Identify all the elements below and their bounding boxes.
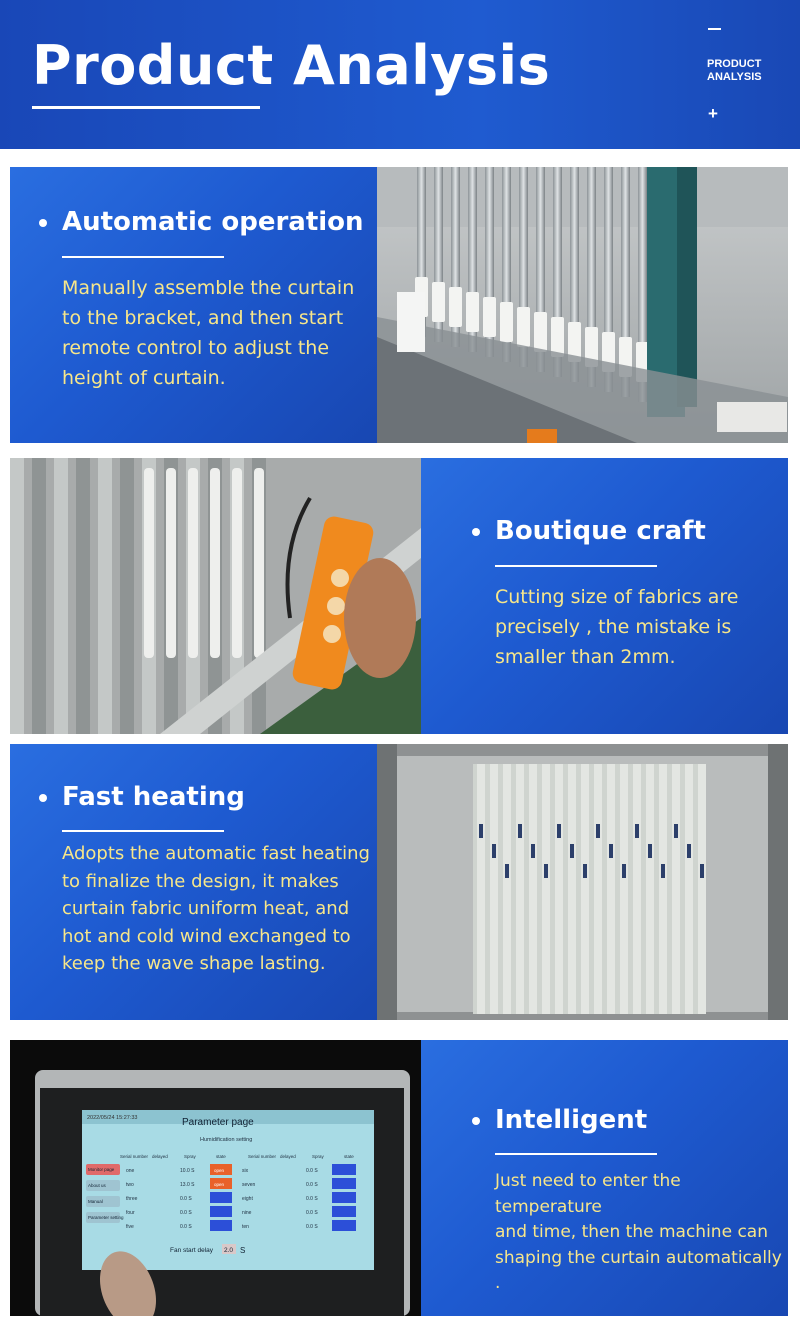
heading-underline [62,256,224,258]
page-header [0,0,800,149]
screen-row-label: seven [242,1182,256,1188]
screen-column-header: delayed [280,1154,296,1159]
heading-underline [62,830,224,832]
screen-spray-value: 0.0 S [306,1210,318,1216]
screen-row-label: five [126,1224,134,1230]
screen-row-label: two [126,1182,134,1188]
fan-delay-unit: S [240,1246,246,1255]
bullet-icon [39,794,47,802]
minus-icon [708,28,721,30]
text-panel [421,1040,788,1316]
screen-menu-item: Manual [88,1199,103,1204]
text-panel [421,458,788,734]
screen-spray-value: 10.0 S [180,1168,195,1174]
bullet-icon [39,219,47,227]
heading-underline [495,565,657,567]
feature-section-automatic [10,167,788,443]
bullet-icon [472,1117,480,1125]
text-panel [10,167,377,443]
curtain-rack-photo [377,167,788,443]
side-label [707,58,762,84]
feature-heading: Fast heating [62,782,245,812]
bullet-icon [472,528,480,536]
feature-description: Just need to enter the temperature and time, then the machine can shaping the curtain automatically . [495,1171,782,1293]
screen-title: Parameter page [182,1117,254,1128]
screen-spray-value: 13.0 S [180,1182,195,1188]
screen-menu-item: Monitor page [88,1167,115,1172]
feature-section-heating [10,744,788,1020]
screen-column-header: delayed [152,1154,168,1159]
screen-state-open: open [214,1168,225,1173]
feature-description: Cutting size of fabrics are precisely , the mistake is smaller than 2mm. [495,586,739,668]
feature-description: Manually assemble the curtain to the bracket, and then start remote control to adjust the height of curtain. [62,277,355,389]
screen-column-header: Spray [184,1154,196,1159]
feature-heading: Boutique craft [495,516,706,546]
screen-spray-value: 0.0 S [306,1182,318,1188]
feature-heading: Automatic operation [62,207,364,237]
heading-underline [495,1153,657,1155]
plus-icon: + [708,104,718,123]
screen-menu-item: Parameter setting [88,1215,124,1220]
screen-row-label: four [126,1210,135,1216]
screen-row-label: ten [242,1224,249,1230]
screen-spray-value: 0.0 S [306,1224,318,1230]
screen-row-label: three [126,1196,138,1202]
screen-spray-value: 0.0 S [180,1224,192,1230]
screen-section-label: Humidification setting [200,1137,253,1143]
screen-row-label: eight [242,1196,253,1202]
side-label-line2: ANALYSIS [707,71,762,83]
screen-spray-value: 0.0 S [180,1210,192,1216]
screen-row-label: nine [242,1210,252,1216]
screen-timestamp: 2022/05/24 15:27:33 [87,1115,138,1121]
remote-control-photo [10,458,421,734]
fan-delay-value: 2.0 [224,1247,234,1254]
screen-column-header: state [216,1154,226,1159]
feature-heading: Intelligent [495,1105,648,1135]
feature-section-boutique [10,458,788,734]
screen-column-header: Serial number [120,1154,149,1159]
screen-column-header: Spray [312,1154,324,1159]
screen-spray-value: 0.0 S [306,1196,318,1202]
page-title: Product Analysis [32,34,551,97]
title-underline [32,106,260,109]
screen-menu-item: About us [88,1183,106,1188]
screen-column-header: Serial number [248,1154,277,1159]
screen-spray-value: 0.0 S [306,1168,318,1174]
screen-row-label: one [126,1168,135,1174]
touch-screen-photo [10,1040,421,1316]
heating-chamber-photo [377,744,788,1020]
text-panel [10,744,377,1020]
screen-spray-value: 0.0 S [180,1196,192,1202]
screen-state-open: open [214,1182,225,1187]
feature-section-intelligent [10,1040,788,1316]
fan-delay-label: Fan start delay [170,1247,213,1254]
feature-description: Adopts the automatic fast heating to finalize the design, it makes curtain fabric uniform heat, and hot and cold wind exchanged to keep the wave shape lasting. [62,843,370,974]
screen-column-header: state [344,1154,354,1159]
side-label-line1: PRODUCT [707,58,762,70]
screen-row-label: six [242,1168,249,1174]
